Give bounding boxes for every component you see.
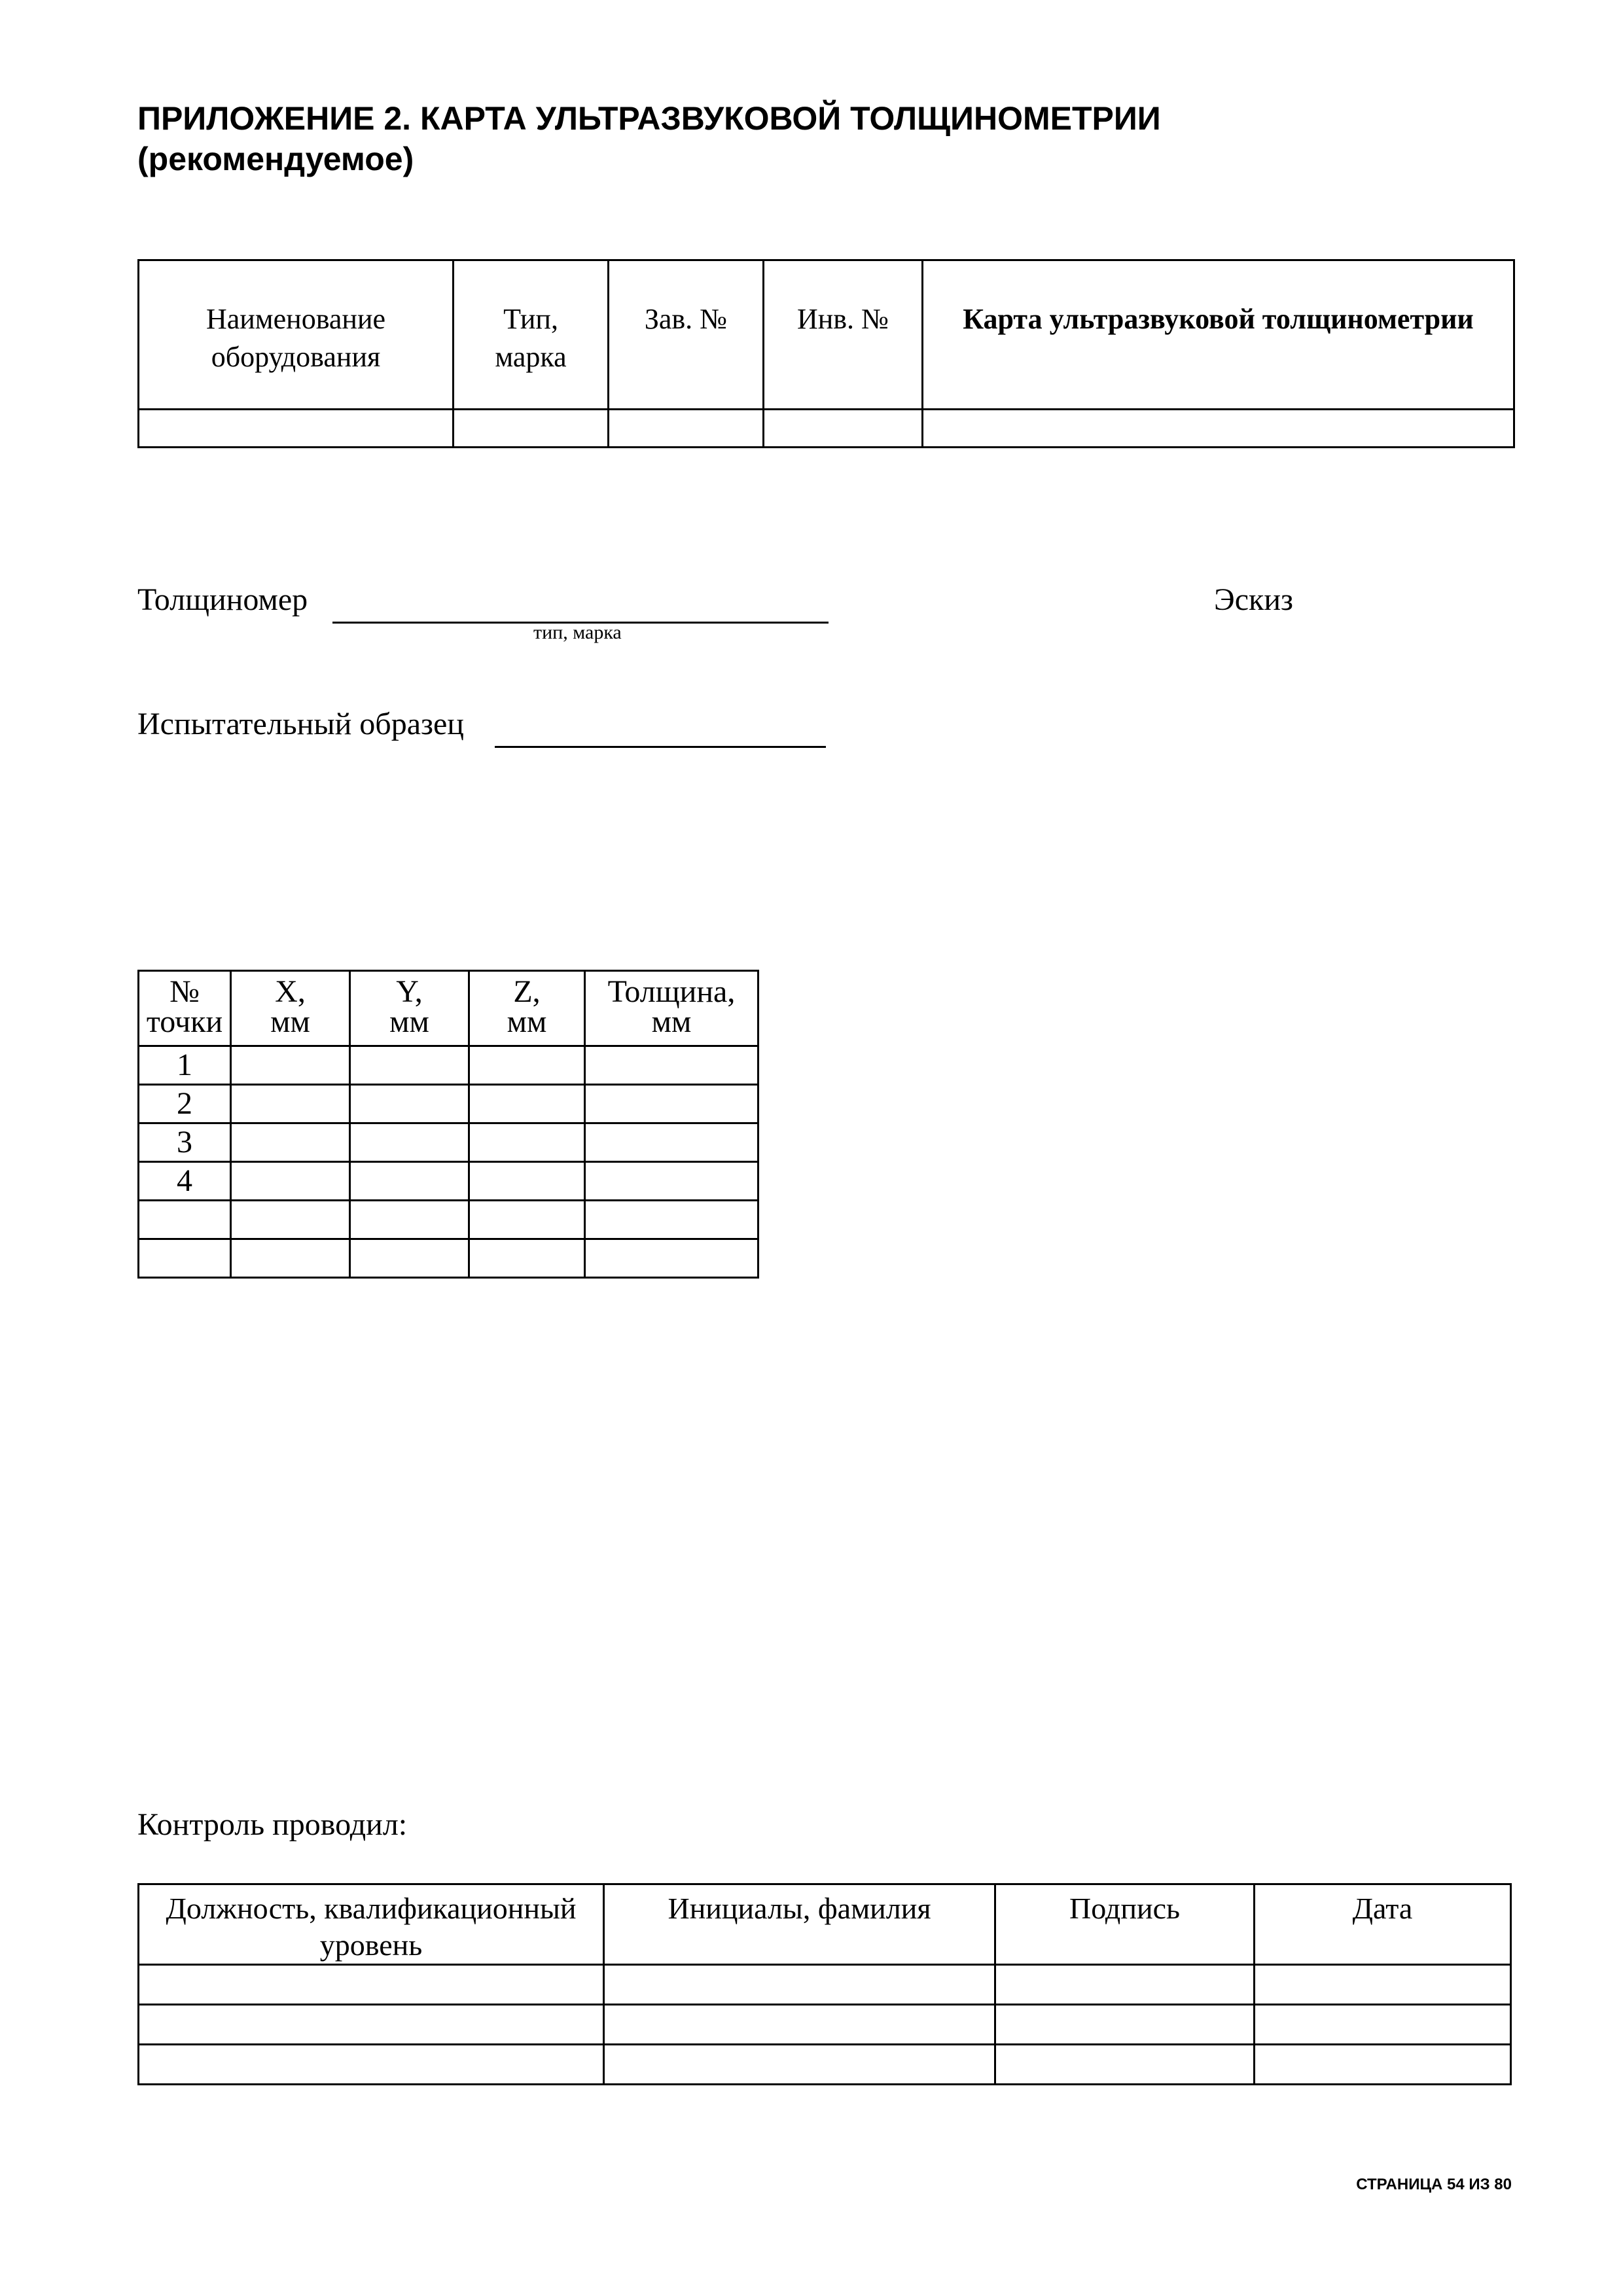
point-number <box>139 1201 231 1239</box>
thickness-gauge-label: Толщиномер <box>137 582 308 617</box>
card-title-header: Карта ультразвуковой толщинометрии <box>923 260 1514 410</box>
equipment-name-cell[interactable] <box>139 410 454 448</box>
position-cell[interactable] <box>139 2045 604 2085</box>
type-brand-header: Тип, марка <box>454 260 609 410</box>
y-cell[interactable] <box>350 1085 469 1123</box>
thickness-header: Толщина, мм <box>585 971 758 1046</box>
z-cell[interactable] <box>469 1239 585 1278</box>
initials-cell[interactable] <box>604 2045 995 2085</box>
control-table <box>137 1883 1512 2085</box>
equipment-name-header: Наименование оборудования <box>139 260 454 410</box>
point-number: 4 <box>139 1162 231 1201</box>
sketch-label: Эскиз <box>1214 582 1293 617</box>
y-cell[interactable] <box>350 1123 469 1162</box>
thickness-cell[interactable] <box>585 1239 758 1278</box>
y-cell[interactable] <box>350 1239 469 1278</box>
signature-cell[interactable] <box>995 2005 1255 2045</box>
position-cell[interactable] <box>139 1965 604 2005</box>
table-row <box>139 1201 758 1239</box>
z-cell[interactable] <box>469 1201 585 1239</box>
table-row <box>139 1085 758 1123</box>
y-header: Y, мм <box>350 971 469 1046</box>
z-cell[interactable] <box>469 1046 585 1085</box>
thickness-cell[interactable] <box>585 1085 758 1123</box>
sample-input-line[interactable] <box>495 713 826 748</box>
z-cell[interactable] <box>469 1162 585 1201</box>
position-cell[interactable] <box>139 2005 604 2045</box>
z-cell[interactable] <box>469 1123 585 1162</box>
point-number-header: № точки <box>139 971 231 1046</box>
x-cell[interactable] <box>231 1162 350 1201</box>
point-number <box>139 1239 231 1278</box>
factory-number-header: Зав. № <box>609 260 764 410</box>
title-line-2: (рекомендуемое) <box>137 141 414 177</box>
inventory-number-cell[interactable] <box>764 410 923 448</box>
x-cell[interactable] <box>231 1201 350 1239</box>
thickness-cell[interactable] <box>585 1201 758 1239</box>
thickness-gauge-hint: тип, марка <box>533 622 622 643</box>
z-header: Z, мм <box>469 971 585 1046</box>
sample-label: Испытательный образец <box>137 707 464 741</box>
point-number: 2 <box>139 1085 231 1123</box>
page-title <box>137 98 1512 179</box>
table-row <box>139 1239 758 1278</box>
table-row <box>139 2005 1511 2045</box>
date-cell[interactable] <box>1255 2005 1511 2045</box>
y-cell[interactable] <box>350 1162 469 1201</box>
initials-header: Инициалы, фамилия <box>604 1884 995 1965</box>
point-number: 1 <box>139 1046 231 1085</box>
table-row <box>139 1162 758 1201</box>
thickness-cell[interactable] <box>585 1046 758 1085</box>
control-label: Контроль проводил: <box>137 1807 408 1842</box>
table-row <box>139 2045 1511 2085</box>
x-header: X, мм <box>231 971 350 1046</box>
thickness-cell[interactable] <box>585 1162 758 1201</box>
thickness-gauge-input-line[interactable] <box>332 589 829 624</box>
initials-cell[interactable] <box>604 1965 995 2005</box>
initials-cell[interactable] <box>604 2005 995 2045</box>
table-row <box>139 1965 1511 2005</box>
equipment-table <box>137 259 1515 448</box>
table-row <box>139 1046 758 1085</box>
x-cell[interactable] <box>231 1123 350 1162</box>
y-cell[interactable] <box>350 1046 469 1085</box>
card-cell[interactable] <box>923 410 1514 448</box>
date-header: Дата <box>1255 1884 1511 1965</box>
signature-cell[interactable] <box>995 2045 1255 2085</box>
factory-number-cell[interactable] <box>609 410 764 448</box>
x-cell[interactable] <box>231 1046 350 1085</box>
signature-header: Подпись <box>995 1884 1255 1965</box>
point-number: 3 <box>139 1123 231 1162</box>
page-number: СТРАНИЦА 54 ИЗ 80 <box>1356 2176 1512 2193</box>
inventory-number-header: Инв. № <box>764 260 923 410</box>
date-cell[interactable] <box>1255 2045 1511 2085</box>
points-table <box>137 970 759 1279</box>
position-header: Должность, квалификационный уровень <box>139 1884 604 1965</box>
z-cell[interactable] <box>469 1085 585 1123</box>
x-cell[interactable] <box>231 1239 350 1278</box>
x-cell[interactable] <box>231 1085 350 1123</box>
title-line-1: ПРИЛОЖЕНИЕ 2. КАРТА УЛЬТРАЗВУКОВОЙ ТОЛЩИНОМЕТРИИ <box>137 100 1161 137</box>
signature-cell[interactable] <box>995 1965 1255 2005</box>
type-brand-cell[interactable] <box>454 410 609 448</box>
table-row <box>139 410 1514 448</box>
date-cell[interactable] <box>1255 1965 1511 2005</box>
thickness-cell[interactable] <box>585 1123 758 1162</box>
y-cell[interactable] <box>350 1201 469 1239</box>
table-row <box>139 1123 758 1162</box>
